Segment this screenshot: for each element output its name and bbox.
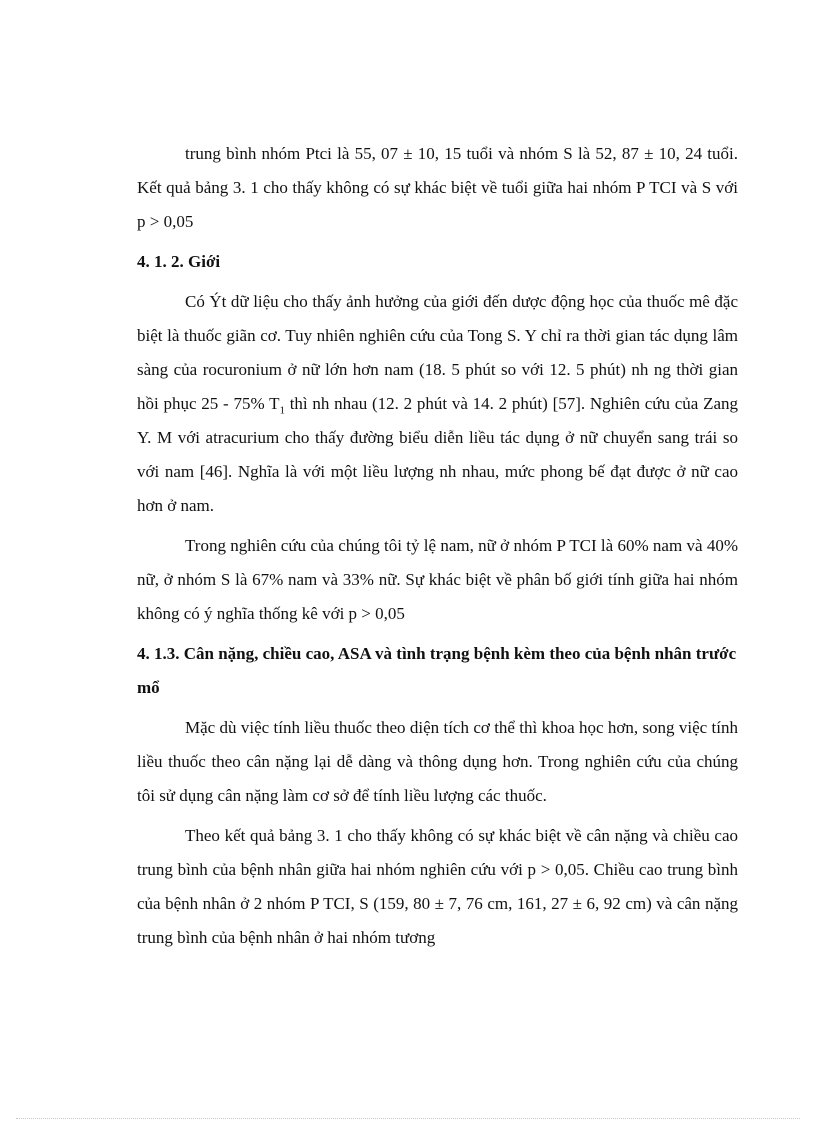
- paragraph-age-result: trung bình nhóm Ptci là 55, 07 ± 10, 15 tuổi và nhóm S là 52, 87 ± 10, 24 tuổi. Kết quả bảng 3. 1 cho thấy không có sự khác biệt về tuổi giữa hai nhóm P TCI và S với p > 0,05: [137, 144, 738, 231]
- paragraph-weight-height-result: Theo kết quả bảng 3. 1 cho thấy không có sự khác biệt về cân nặng và chiều cao trung bình của bệnh nhân giữa hai nhóm nghiên cứu với p > 0,05. Chiều cao trung bình của bệnh nhân ở 2 nhóm P TCI, S (159, 80 ± 7, 76 cm, 161, 27 ± 6, 92 cm) và cân nặng trung bình của bệnh nhân ở hai nhóm tương: [137, 826, 738, 947]
- paragraph-gender-literature-part1: Có Ýt dữ liệu cho thấy ảnh hưởng của giới đến dược động học của thuốc mê đặc biệt là thuốc giãn cơ. Tuy nhiên nghiên cứu của Tong S. Y chỉ ra thời gian tác dụng lâm sàng của rocuronium ở nữ lớn hơn nam (18. 5 phút so với 12. 5 phút) nh ng thời gian hồi phục 25 - 75% T: [137, 292, 738, 413]
- paragraph-gender-result: Trong nghiên cứu của chúng tôi tỷ lệ nam, nữ ở nhóm P TCI là 60% nam và 40% nữ, ở nhóm S là 67% nam và 33% nữ. Sự khác biệt về phân bố giới tính giữa hai nhóm không có ý nghĩa thống kê với p > 0,05: [137, 536, 738, 623]
- subscript-t1: 1: [279, 404, 285, 417]
- page-bottom-divider: [16, 1118, 800, 1119]
- paragraph-gender-literature-part2: thì nh nhau (12. 2 phút và 14. 2 phút) [57]. Nghiên cứu của Zang Y. M với atracurium cho thấy đường biểu diễn liều tác dụng ở nữ chuyển sang trái so với nam [46]. Nghĩa là với một liều lượng nh nhau, mức phong bế đạt được ở nữ cao hơn ở nam.: [137, 394, 739, 515]
- paragraph-gender-literature: [137, 285, 738, 523]
- page-content: [137, 137, 738, 961]
- heading-weight-height: 4. 1.3. Cân nặng, chiều cao, ASA và tình trạng bệnh kèm theo của bệnh nhân trước mổ: [137, 644, 737, 697]
- paragraph-dose-calculation: Mặc dù việc tính liều thuốc theo diện tích cơ thể thì khoa học hơn, song việc tính liều thuốc theo cân nặng lại dễ dàng và thông dụng hơn. Trong nghiên cứu của chúng tôi sử dụng cân nặng làm cơ sở để tính liều lượng các thuốc.: [137, 718, 738, 805]
- heading-gender: 4. 1. 2. Giới: [137, 252, 221, 271]
